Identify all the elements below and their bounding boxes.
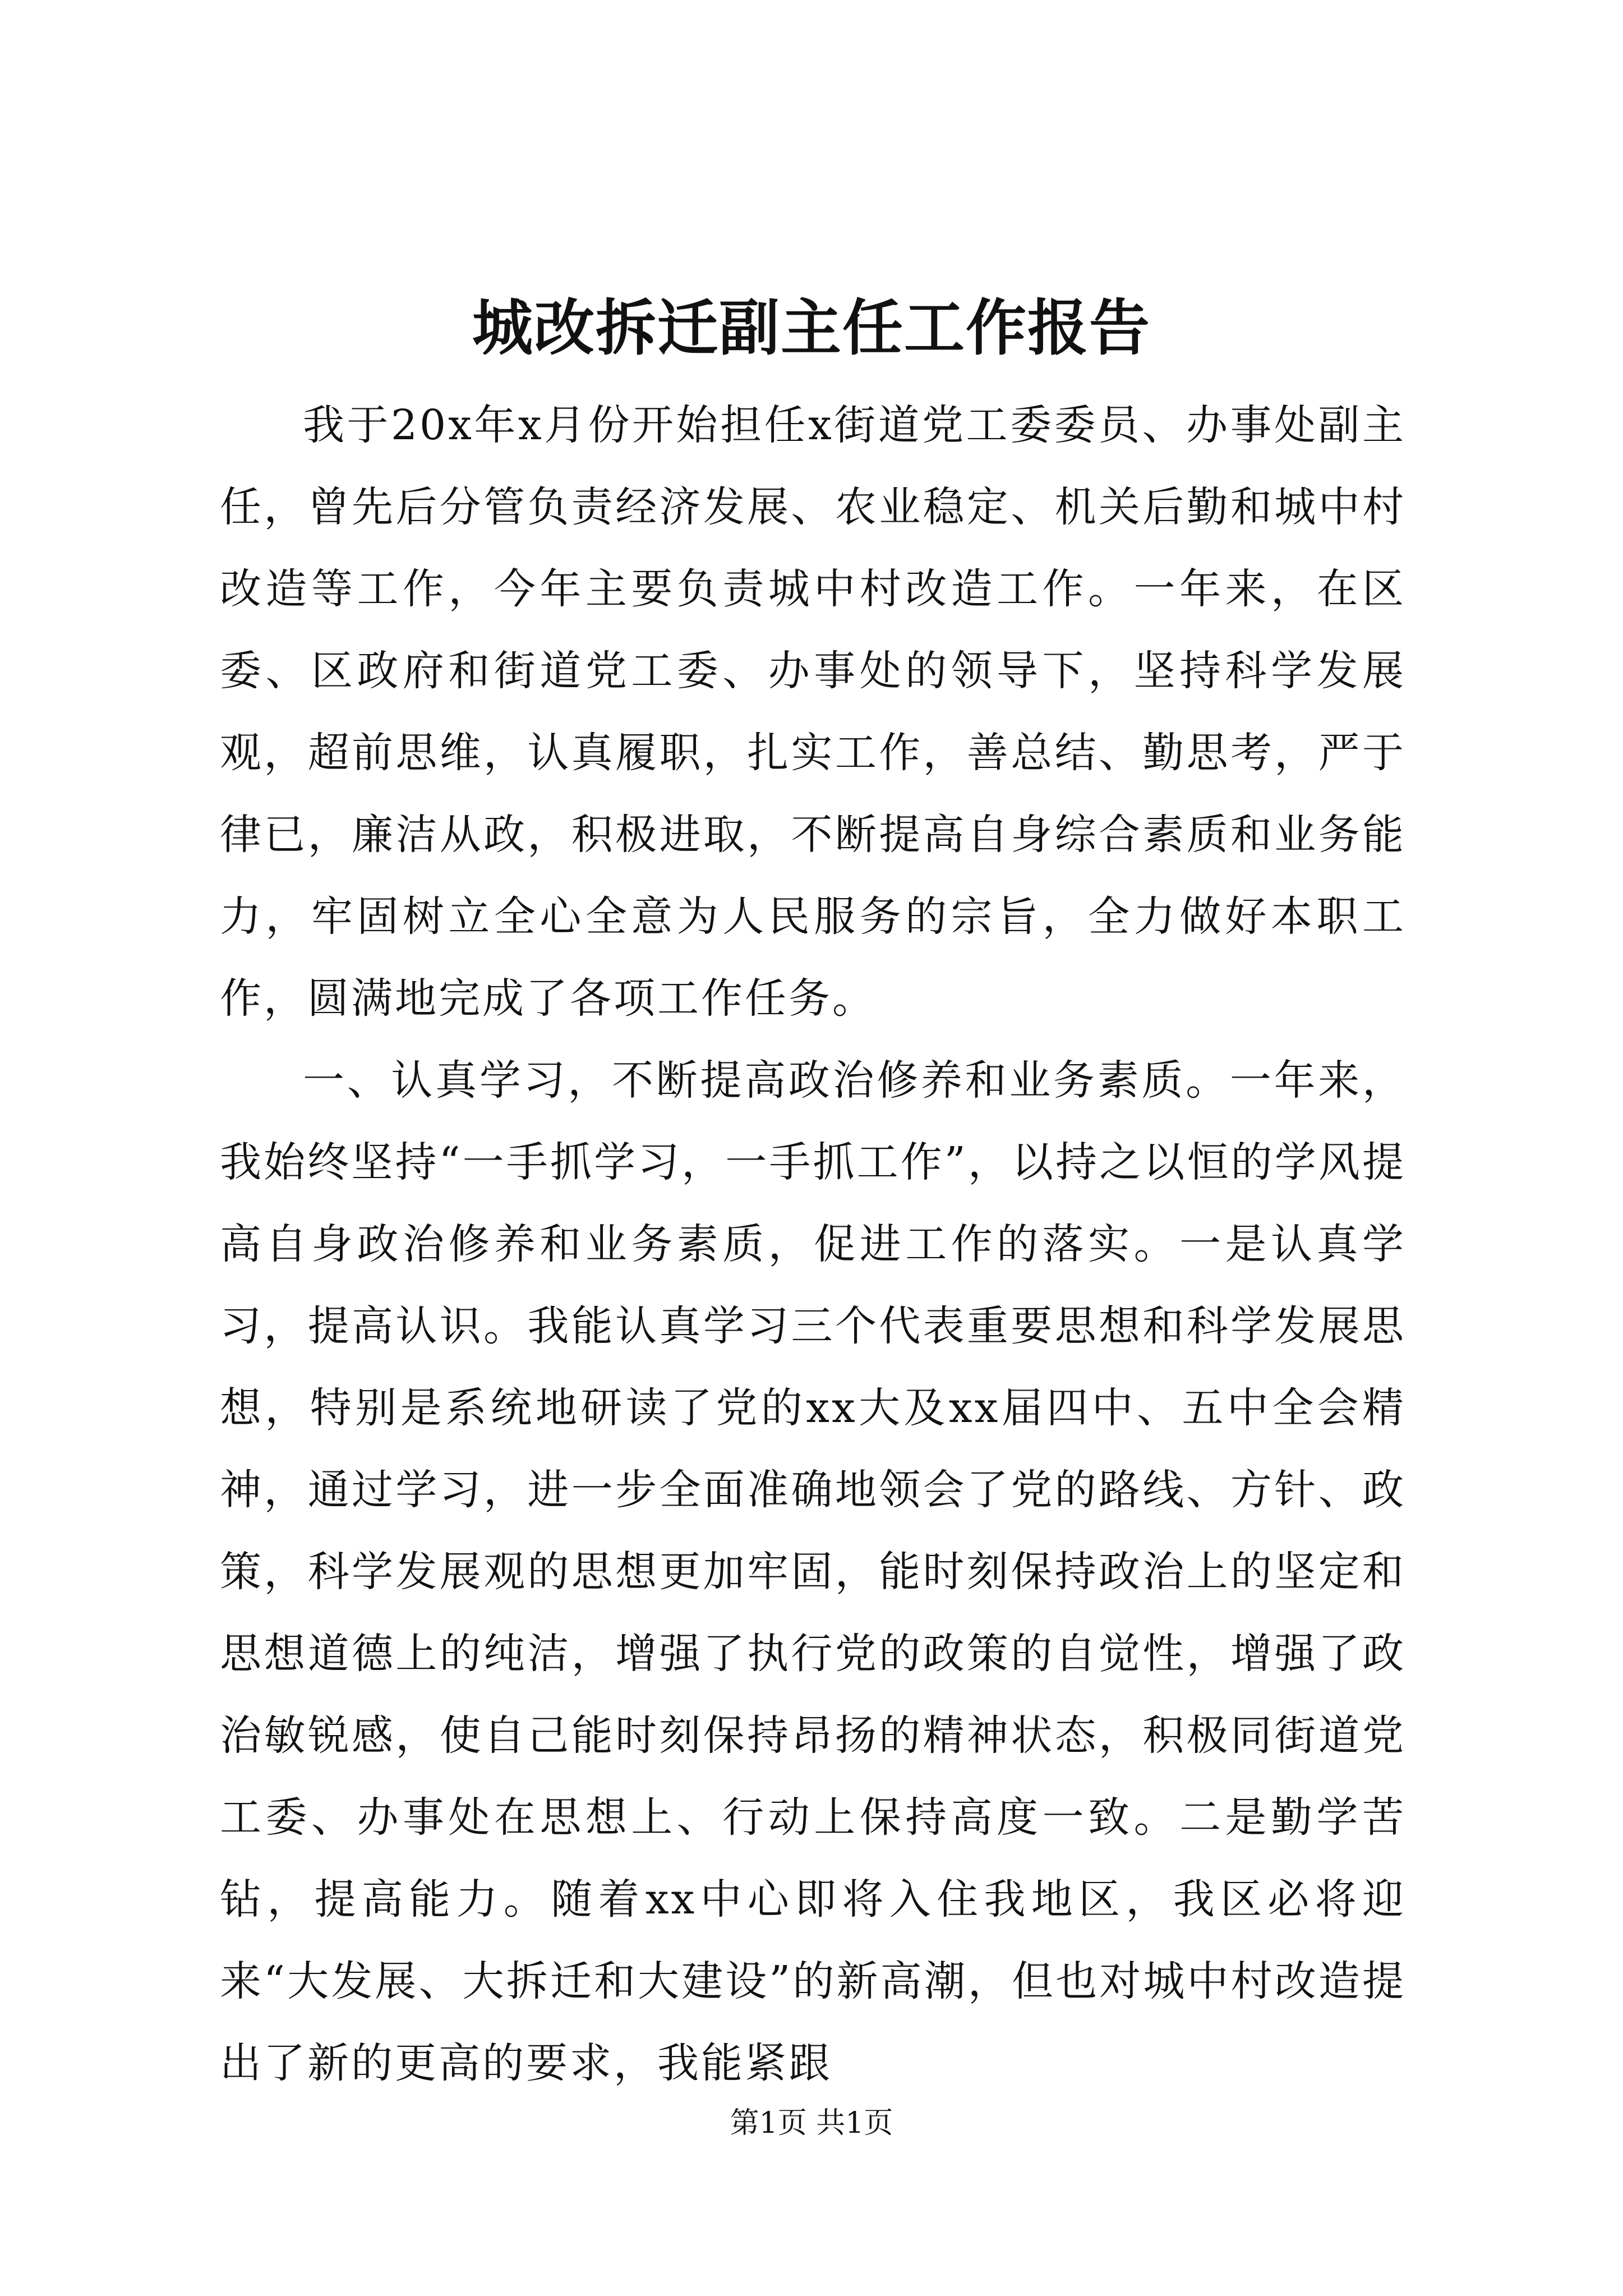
paragraph-section-one: 一、认真学习，不断提高政治修养和业务素质。一年来，我始终坚持“一手抓学习，一手抓工作”，以持之以恒的学风提高自身政治修养和业务素质，促进工作的落实。一是认真学习，提高认识。我能认真学习三个代表重要思想和科学发展思想，特别是系统地研读了党的xx大及xx届四中、五中全会精神，通过学习，进一步全面准确地领会了党的路线、方针、政策，科学发展观的思想更加牢固，能时刻保持政治上的坚定和思想道德上的纯洁，增强了执行党的政策的自觉性，增强了政治敏锐感，使自己能时刻保持昂扬的精神状态，积极同街道党工委、办事处在思想上、行动上保持高度一致。二是勤学苦钻，提高能力。随着xx中心即将入住我地区，我区必将迎来“大发展、大拆迁和大建设”的新高潮，但也对城中村改造提出了新的更高的要求，我能紧跟	[220, 1056, 1406, 2087]
document-title: 城改拆迁副主任工作报告	[472, 293, 1151, 364]
document-body	[220, 384, 1406, 2104]
paragraph-intro: 我于20x年x月份开始担任x街道党工委委员、办事处副主任，曾先后分管负责经济发展、农业稳定、机关后勤和城中村改造等工作，今年主要负责城中村改造工作。一年来，在区委、区政府和街道党工委、办事处的领导下，坚持科学发展观，超前思维，认真履职，扎实工作，善总结、勤思考，严于律已，廉洁从政，积极进取，不断提高自身综合素质和业务能力，牢固树立全心全意为人民服务的宗旨，全力做好本职工作，圆满地完成了各项工作任务。	[220, 401, 1406, 1023]
page-footer: 第1页 共1页	[730, 2106, 893, 2140]
